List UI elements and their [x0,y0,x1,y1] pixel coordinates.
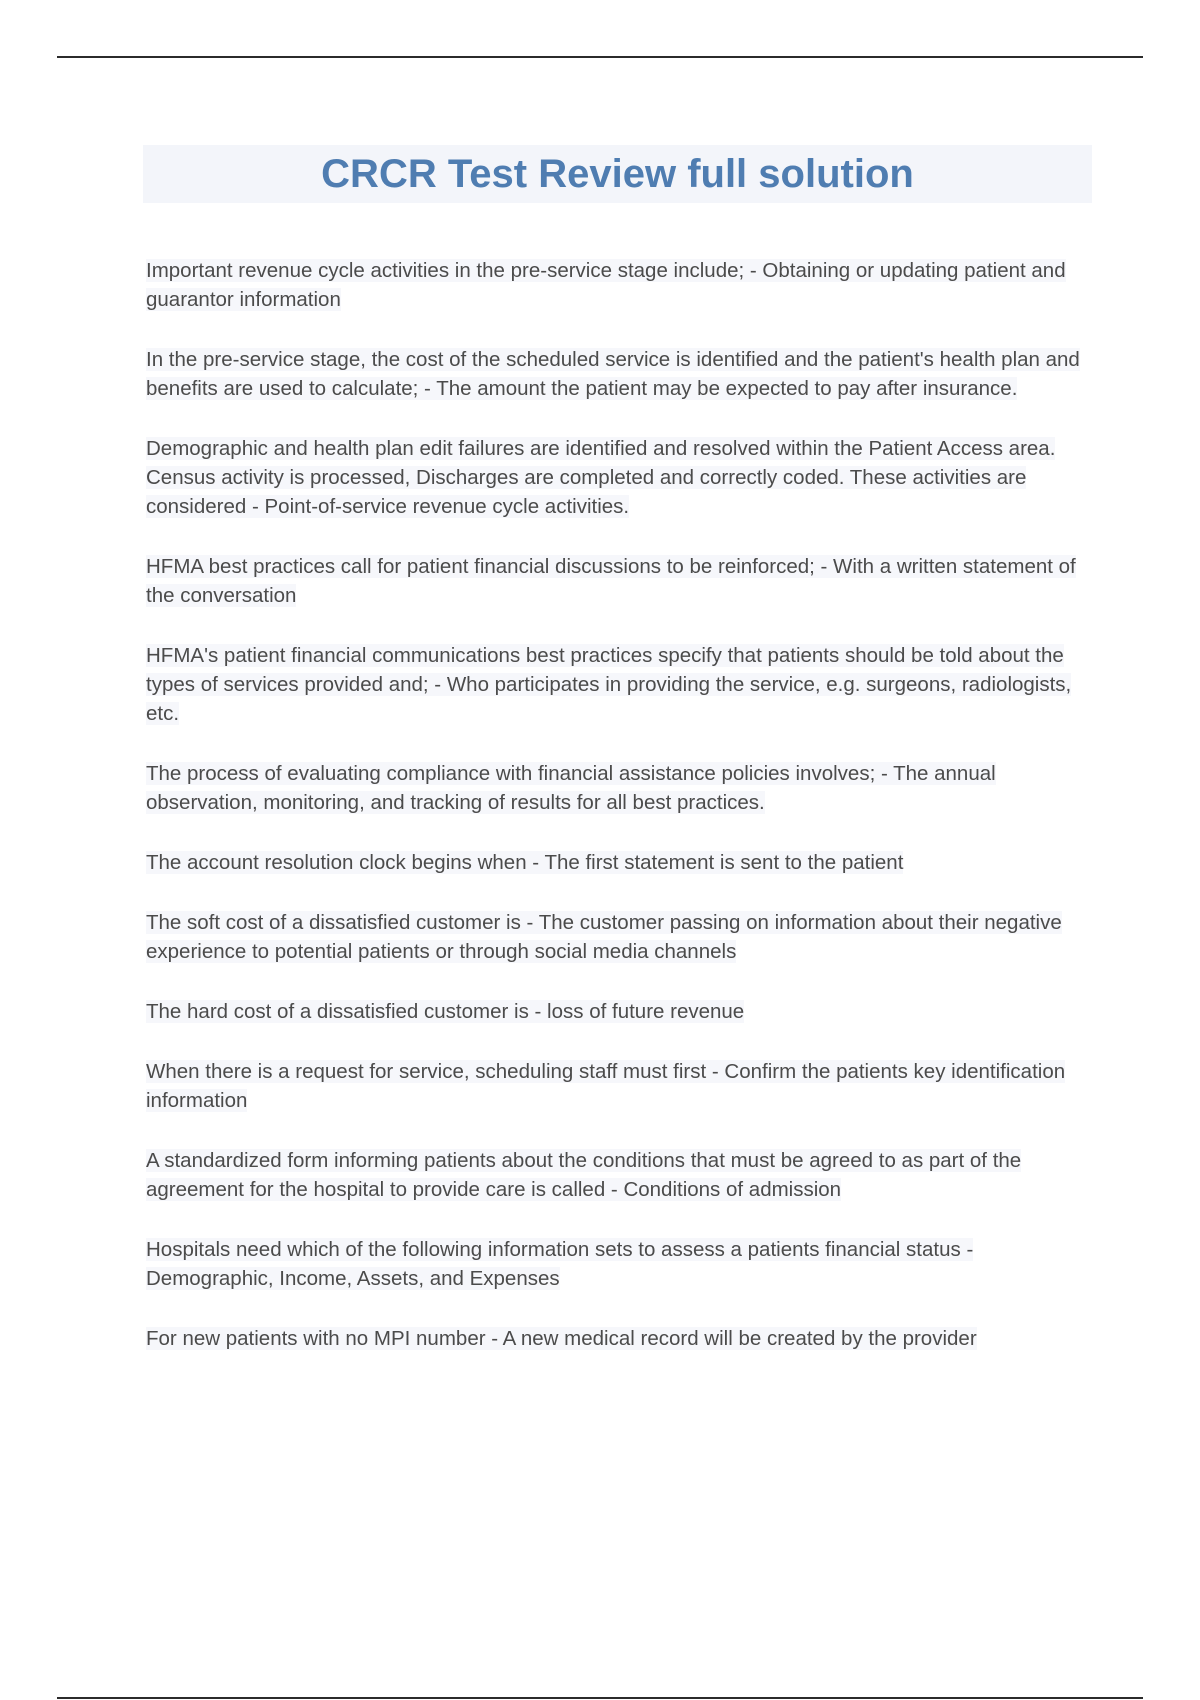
qa-entry [146,552,1096,610]
qa-entry-text: HFMA's patient financial communications best practices specify that patients should be told about the types of services provided and; - Who participates in providing the service, e.g. surgeons, radiologists, etc. [146,644,1072,725]
qa-entry-text: The hard cost of a dissatisfied customer is - loss of future revenue [146,1000,745,1023]
qa-entry-text: Demographic and health plan edit failures are identified and resolved within the Patient Access area. Census activity is processed, Discharges are completed and correctly coded. These activities are considered - Point-of-service revenue cycle activities. [146,437,1056,518]
qa-entry [146,759,1096,817]
qa-entry [146,256,1096,314]
qa-entry [146,434,1096,521]
qa-entry [146,848,1096,877]
document-title: CRCR Test Review full solution [321,151,914,196]
qa-entry-text: The soft cost of a dissatisfied customer is - The customer passing on information about their negative experience to potential patients or through social media channels [146,911,1062,963]
qa-entry-text: A standardized form informing patients about the conditions that must be agreed to as part of the agreement for the hospital to provide care is called - Conditions of admission [146,1149,1022,1201]
qa-entry-text: Important revenue cycle activities in the pre-service stage include; - Obtaining or updating patient and guarantor information [146,259,1066,311]
qa-entry [146,1235,1096,1293]
qa-entry [146,1146,1096,1204]
qa-entry [146,345,1096,403]
qa-entry-text: HFMA best practices call for patient financial discussions to be reinforced; - With a written statement of the conversation [146,555,1076,607]
qa-entry-text: The process of evaluating compliance with financial assistance policies involves; - The annual observation, monitoring, and tracking of results for all best practices. [146,762,996,814]
qa-entry-text: The account resolution clock begins when - The first statement is sent to the patient [146,851,904,874]
qa-list [146,256,1096,1384]
qa-entry-text: For new patients with no MPI number - A new medical record will be created by the provider [146,1327,977,1350]
bottom-rule [57,1697,1143,1699]
title-band [143,145,1092,203]
qa-entry [146,908,1096,966]
top-rule [57,56,1143,58]
qa-entry-text: In the pre-service stage, the cost of the scheduled service is identified and the patient's health plan and benefits are used to calculate; - The amount the patient may be expected to pay after insurance. [146,348,1080,400]
qa-entry [146,1324,1096,1353]
qa-entry [146,997,1096,1026]
qa-entry-text: When there is a request for service, scheduling staff must first - Confirm the patients key identification information [146,1060,1066,1112]
qa-entry [146,1057,1096,1115]
qa-entry [146,641,1096,728]
qa-entry-text: Hospitals need which of the following information sets to assess a patients financial status - Demographic, Income, Assets, and Expenses [146,1238,974,1290]
